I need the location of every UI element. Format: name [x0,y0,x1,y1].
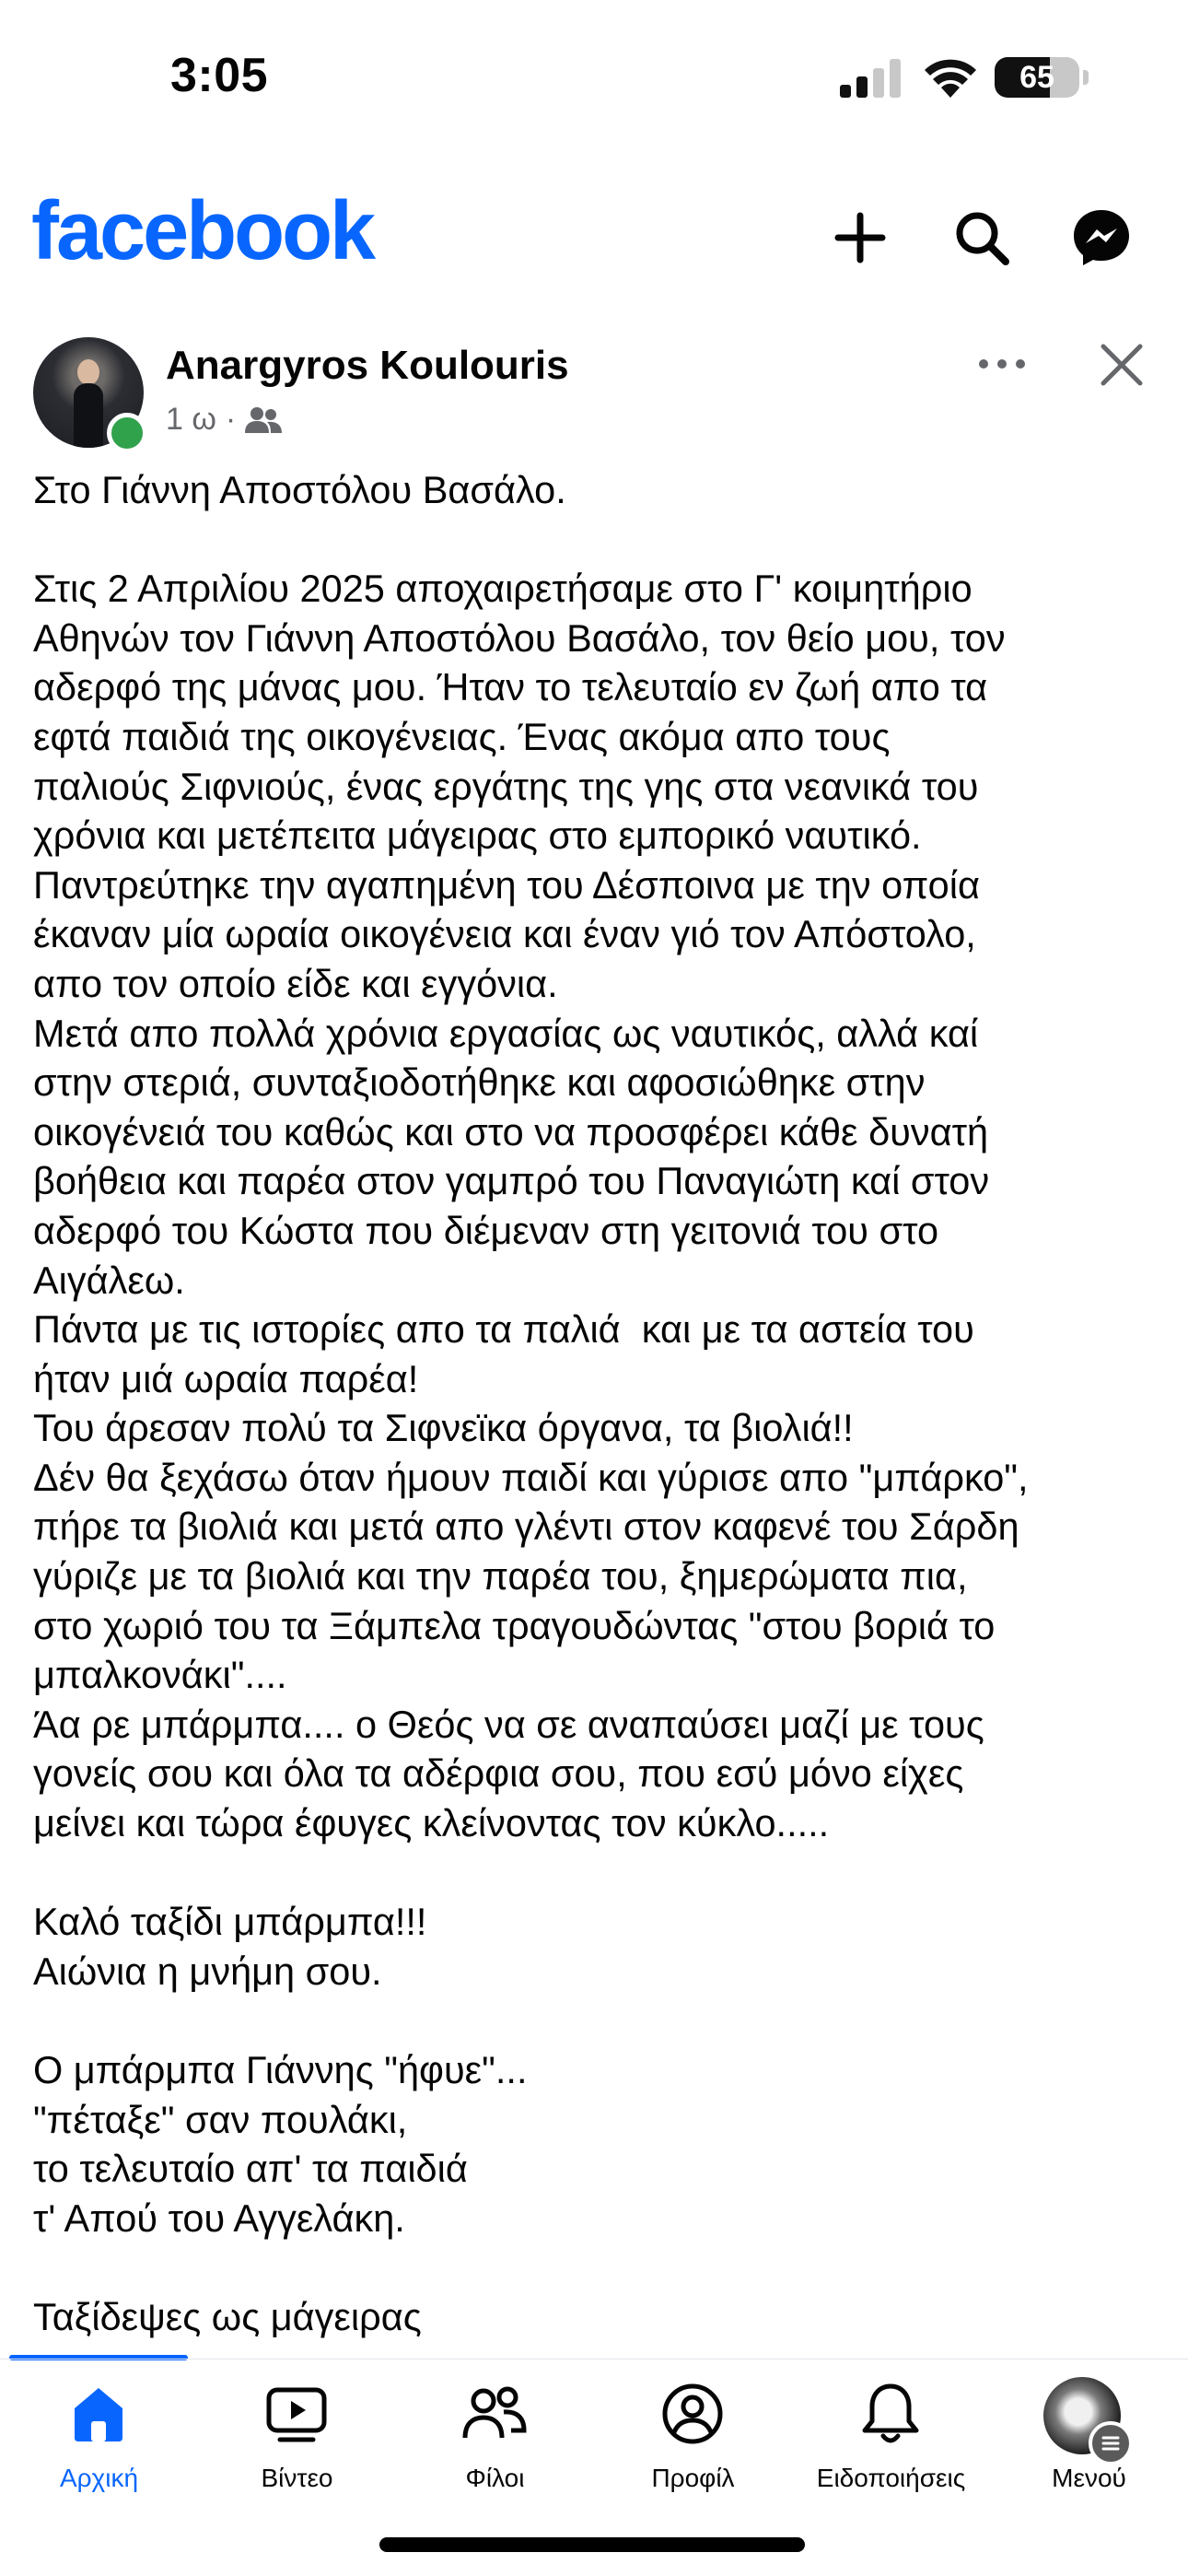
post-line: Ταξίδεψες ως μάγειρας [33,2294,422,2338]
home-icon [65,2381,132,2447]
meta-separator: · [225,402,237,437]
post-line [33,515,1161,565]
post-line: Αθηνών τον Γιάννη Αποστόλου Βασάλο, τον θείο μου, τον [33,615,1006,660]
post-line: Στις 2 Απριλίου 2025 αποχαιρετήσαμε στο Γ' κοιμητήριο [33,567,973,611]
bell-icon [857,2381,924,2447]
battery-indicator [995,57,1079,98]
post-line: βοήθεια και παρέα στον γαμπρό του Παναγιώτη καί στον [33,1159,990,1203]
author-name[interactable]: Anargyros Koulouris [166,343,569,388]
post-line: μπαλκονάκι".... [33,1653,287,1697]
nav-item-home[interactable] [0,2360,198,2499]
facebook-logo[interactable]: facebook [31,185,374,277]
post-line: το τελευταίο απ' τα παιδιά [33,2147,468,2191]
battery-level: 65 [1019,60,1054,95]
online-status-dot [107,413,147,453]
post-line: Μετά απο πολλά χρόνια εργασίας ως ναυτικός, αλλά καί [33,1011,979,1055]
post-meta [166,402,282,438]
post-line: Δέν θα ξεχάσω όταν ήμουν παιδί και γύρισε απο "μπάρκο", [33,1455,1029,1499]
post-line: γύριζε με τα βιολιά και την παρέα του, ξημερώματα πια, [33,1554,968,1598]
post-line: ήταν μιά ωραία παρέα! [33,1356,419,1400]
nav-item-friends[interactable] [396,2360,594,2499]
avatar-figure [74,383,103,448]
post-line: "πέταξε" σαν πουλάκι, [33,2097,408,2141]
nav-label-video: Βίντεο [261,2464,333,2492]
nav-label-menu: Μενού [1052,2464,1126,2492]
search-icon[interactable] [949,205,1015,271]
post-line: Αιώνια η μνήμη σου. [33,1949,382,1993]
messenger-icon[interactable] [1068,205,1135,271]
post-line [33,1848,1161,1898]
post-line: γονείς σου και όλα τα αδέρφια σου, που εσύ μόνο είχες [33,1751,964,1796]
post-line: μείνει και τώρα έφυγες κλείνοντας τον κύκλο..... [33,1801,830,1845]
avatar-face [77,359,99,385]
post-line: Παντρεύτηκε την αγαπημένη του Δέσποινα με την οποία [33,862,980,907]
post-line: στο χωριό του τα Ξάμπελα τραγουδώντας "στου βοριά το [33,1603,996,1647]
post-line: Καλό ταξίδι μπάρμπα!!! [33,1900,427,1944]
wifi-icon [923,55,978,98]
nav-item-profile[interactable] [594,2360,792,2499]
post-line: Ο μπάρμπα Γιάννης "ήφυε"... [33,2048,528,2091]
close-icon[interactable] [1096,339,1147,391]
post-line: εφτά παιδιά της οικογένειας. Ένας ακόμα απο τους [33,714,891,758]
video-icon [263,2381,330,2447]
nav-label-notifications: Ειδοποιήσεις [816,2464,966,2492]
nav-label-profile: Προφίλ [651,2464,735,2492]
post-line: στην στεριά, συνταξιοδοτήθηκε και αφοσιώθηκε στην [33,1060,926,1105]
post-line: αδερφό της μάνας μου. Ήταν το τελευταίο εν ζωή απο τα [33,665,988,709]
post-line: χρόνια και μετέπειτα μάγειρας στο εμπορικό ναυτικό. [33,814,922,858]
more-options-icon[interactable] [974,350,1030,378]
post-line: οικογένειά του καθώς και στο να προσφέρει κάθε δυνατή [33,1109,989,1153]
plus-icon[interactable] [827,205,893,271]
profile-icon [659,2381,726,2447]
post-time[interactable]: 1 ω [166,402,216,437]
bottom-navigation [0,2360,1188,2499]
post-line: απο τον οποίο είδε και εγγόνια. [33,961,558,1005]
home-indicator [379,2537,805,2552]
friends-nav-icon [461,2381,528,2447]
post-line: Πάντα με τις ιστορίες απο τα παλιά και με τα αστεία του [33,1307,974,1352]
post-line: Στο Γιάννη Αποστόλου Βασάλο. [33,468,566,511]
post-line: τ' Απού του Αγγελάκη. [33,2195,405,2240]
cellular-signal-icon [840,59,903,98]
nav-item-notifications[interactable] [792,2360,990,2499]
nav-item-video[interactable] [198,2360,396,2499]
post-line [33,2242,1161,2292]
post-text [33,465,1161,2342]
status-time: 3:05 [170,49,269,102]
nav-label-friends: Φίλοι [465,2464,525,2492]
post-line: Του άρεσαν πολύ τα Σιφνεϊκα όργανα, τα βιολιά!! [33,1406,854,1450]
post-line: πήρε τα βιολιά και μετά απο γλέντι στον καφενέ του Σάρδη [33,1505,1019,1549]
post-line: παλιούς Σιφνιούς, ένας εργάτης της γης στα νεανικά του [33,764,979,808]
friends-icon [245,405,282,435]
post-line: Αιγάλεω. [33,1258,185,1302]
post-line: αδερφό του Κώστα που διέμεναν στη γειτονιά του στο [33,1208,939,1252]
battery-tip [1083,70,1089,85]
post-line: έκαναν μία ωραία οικογένεια και έναν γιό τον Απόστολο, [33,912,976,956]
post-line: Άα ρε μπάρμπα.... ο Θεός να σε αναπαύσει μαζί με τους [33,1702,984,1746]
post-line [33,1996,1161,2045]
menu-hamburger-icon [1089,2421,1133,2465]
nav-label-home: Αρχική [59,2464,139,2492]
